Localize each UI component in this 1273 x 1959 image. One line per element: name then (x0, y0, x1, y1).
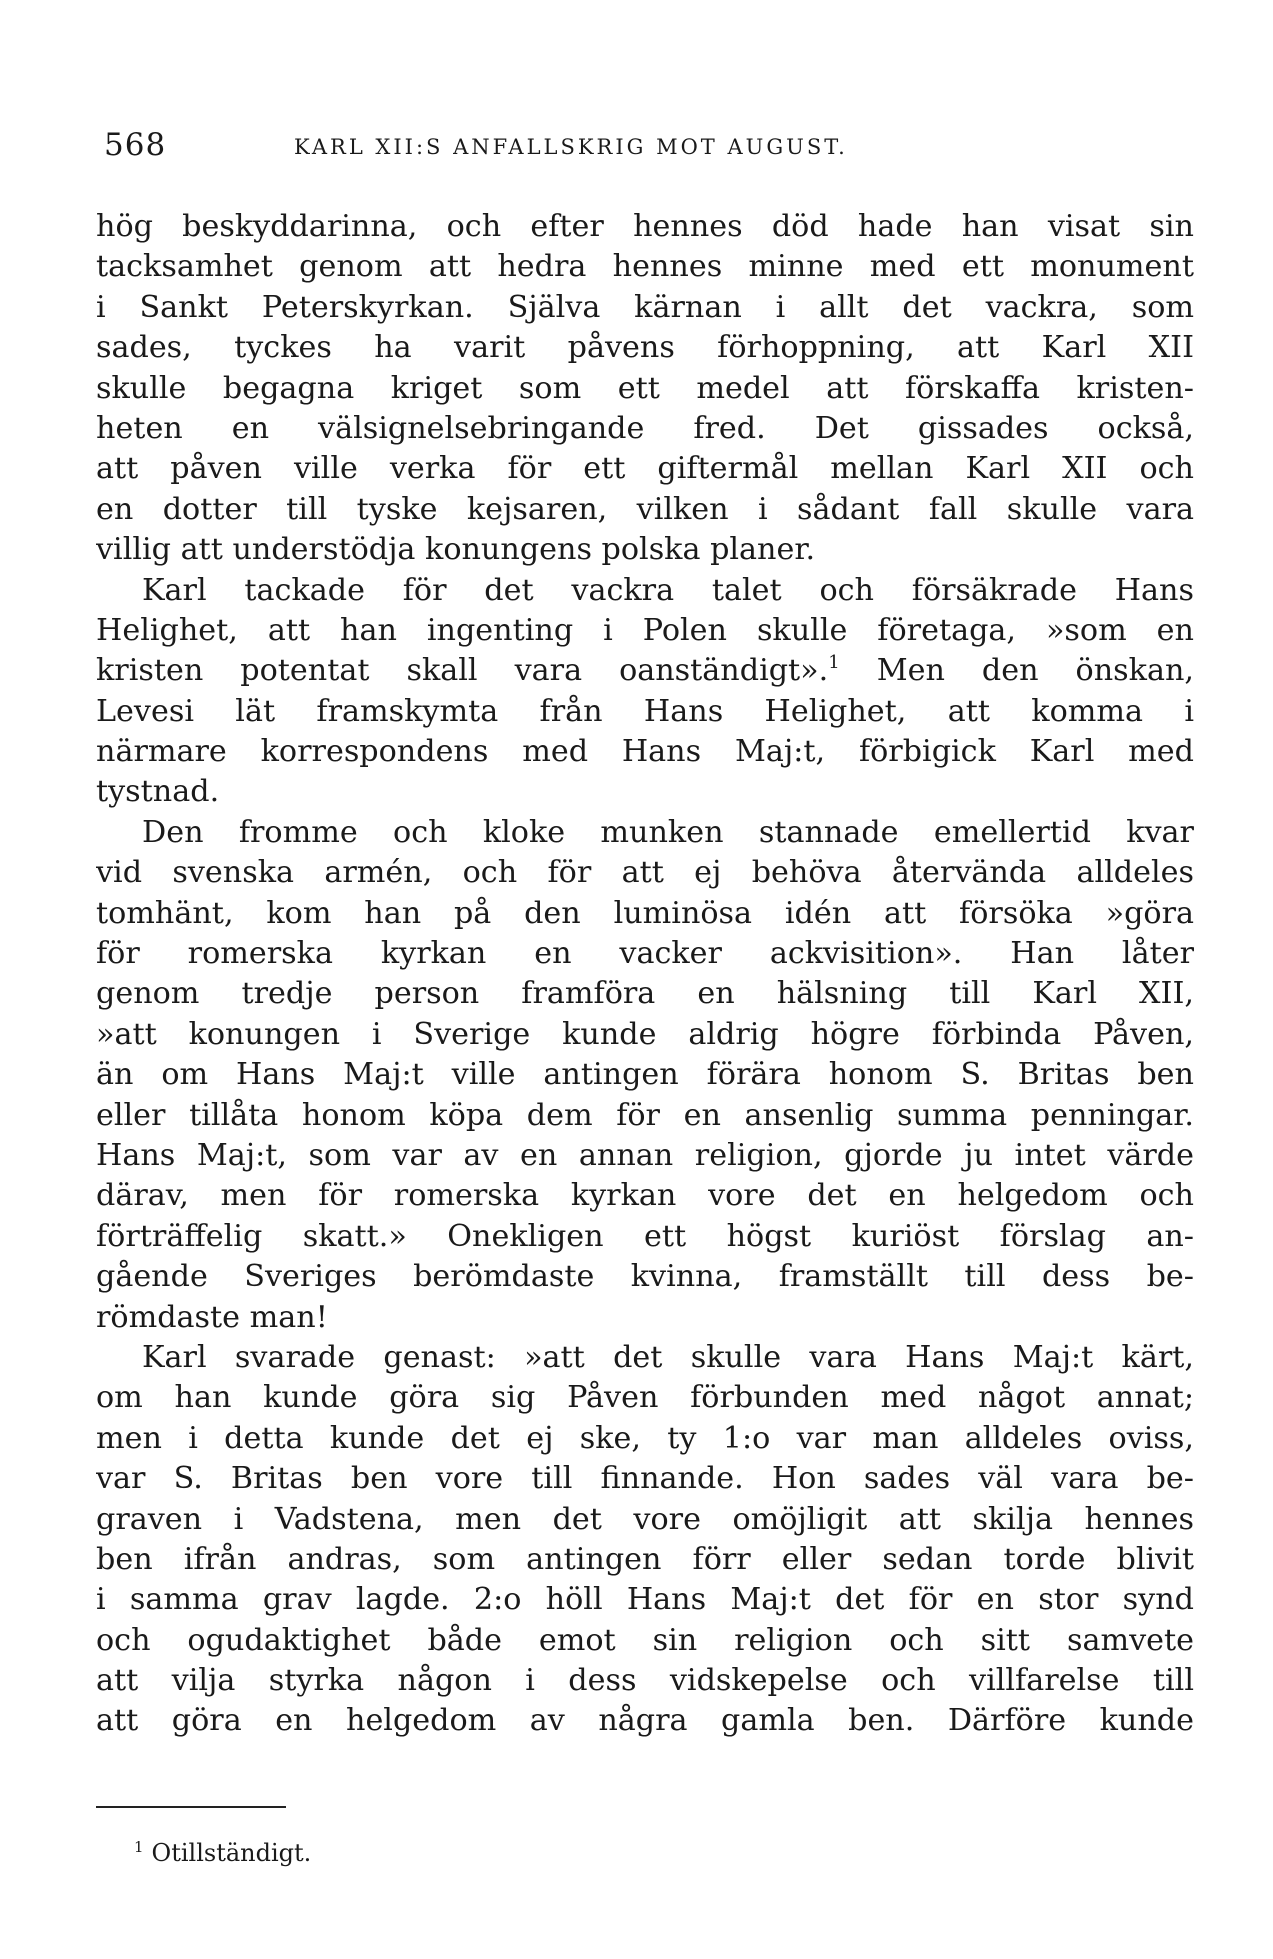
text-line: tystnad. (96, 774, 220, 810)
footnote-divider (96, 1806, 286, 1808)
text-line: Hans Maj:t, som var av en annan religion, gjorde ju intet värde (96, 1137, 1194, 1173)
footnote (134, 1833, 311, 1873)
text-line: villig att understödja konungens polska planer. (96, 532, 816, 568)
text-line: Helighet, att han ingenting i Polen skulle företaga, »som en (96, 612, 1194, 648)
text-line: »att konungen i Sverige kunde aldrig högre förbinda Påven, (96, 1016, 1194, 1052)
running-head: KARL XII:S ANFALLSKRIG MOT AUGUST. (294, 135, 848, 159)
text-line: att göra en helgedom av några gamla ben. Därföre kunde (96, 1703, 1194, 1739)
text-line: vid svenska armén, och för att ej behöva återvända alldeles (96, 855, 1194, 891)
footnote-reference: 1 (828, 652, 840, 674)
text-line: Levesi lät framskymta från Hans Helighet, att komma i (96, 693, 1194, 729)
text-line: eller tillåta honom köpa dem för en ansenlig summa penningar. (96, 1097, 1194, 1133)
text-line: om han kunde göra sig Påven förbunden med något annat; (96, 1380, 1194, 1416)
text-line: Karl tackade för det vackra talet och försäkrade Hans (142, 572, 1194, 608)
footnote-text: Otillständigt. (151, 1839, 312, 1867)
text-line: förträffelig skatt.» Onekligen ett högst kuriöst förslag an- (96, 1218, 1194, 1254)
text-line: ben ifrån andras, som antingen förr eller sedan torde blivit (96, 1541, 1194, 1577)
text-line: än om Hans Maj:t ville antingen förära honom S. Britas ben (96, 1057, 1194, 1093)
text-line: i samma grav lagde. 2:o höll Hans Maj:t det för en stor synd (96, 1582, 1194, 1618)
text-line: därav, men för romerska kyrkan vore det en helgedom och (96, 1178, 1194, 1214)
page-number: 568 (104, 127, 167, 163)
text-line: tomhänt, kom han på den luminösa idén att försöka »göra (96, 895, 1194, 931)
text-line: skulle begagna kriget som ett medel att förskaffa kristen- (96, 370, 1194, 406)
text-line-with-footnote-ref (96, 651, 1194, 691)
text-line: sades, tyckes ha varit påvens förhoppning, att Karl XII (96, 330, 1194, 366)
text-line: hög beskyddarinna, och efter hennes död hade han visat sin (96, 209, 1194, 244)
text-line: för romerska kyrkan en vacker ackvisition». Han låter (96, 936, 1194, 972)
text-line: genom tredje person framföra en hälsning till Karl XII, (96, 976, 1194, 1012)
text-line: att påven ville verka för ett giftermål mellan Karl XII och (96, 451, 1194, 487)
body-text (96, 207, 1194, 1742)
text-line: en dotter till tyske kejsaren, vilken i sådant fall skulle vara (96, 491, 1194, 527)
text-segment: kristen potentat skall vara oanständigt». (96, 653, 829, 689)
text-line: heten en välsignelsebringande fred. Det gissades också, (96, 410, 1194, 446)
text-line: närmare korrespondens med Hans Maj:t, förbigick Karl med (96, 734, 1194, 770)
text-line: och ogudaktighet både emot sin religion och sitt samvete (96, 1622, 1194, 1658)
text-line: var S. Britas ben vore till finnande. Hon sades väl vara be- (96, 1461, 1194, 1497)
text-line: i Sankt Peterskyrkan. Själva kärnan i allt det vackra, som (96, 289, 1194, 325)
text-line: att vilja styrka någon i dess vidskepelse och villfarelse till (96, 1663, 1194, 1699)
text-line: men i detta kunde det ej ske, ty 1:o var man alldeles oviss, (96, 1420, 1194, 1456)
text-line: römdaste man! (96, 1299, 328, 1335)
text-line: gående Sveriges berömdaste kvinna, framställt till dess be- (96, 1259, 1194, 1295)
text-line: Karl svarade genast: »att det skulle vara Hans Maj:t kärt, (142, 1339, 1194, 1375)
page-header (104, 120, 1189, 170)
text-line: Den fromme och kloke munken stannade emellertid kvar (142, 814, 1194, 850)
footnote-marker: 1 (134, 1838, 144, 1856)
text-segment: Men den önskan, (876, 653, 1194, 689)
text-line: graven i Vadstena, men det vore omöjligit att skilja hennes (96, 1501, 1194, 1537)
text-line: tacksamhet genom att hedra hennes minne med ett monument (96, 249, 1194, 285)
